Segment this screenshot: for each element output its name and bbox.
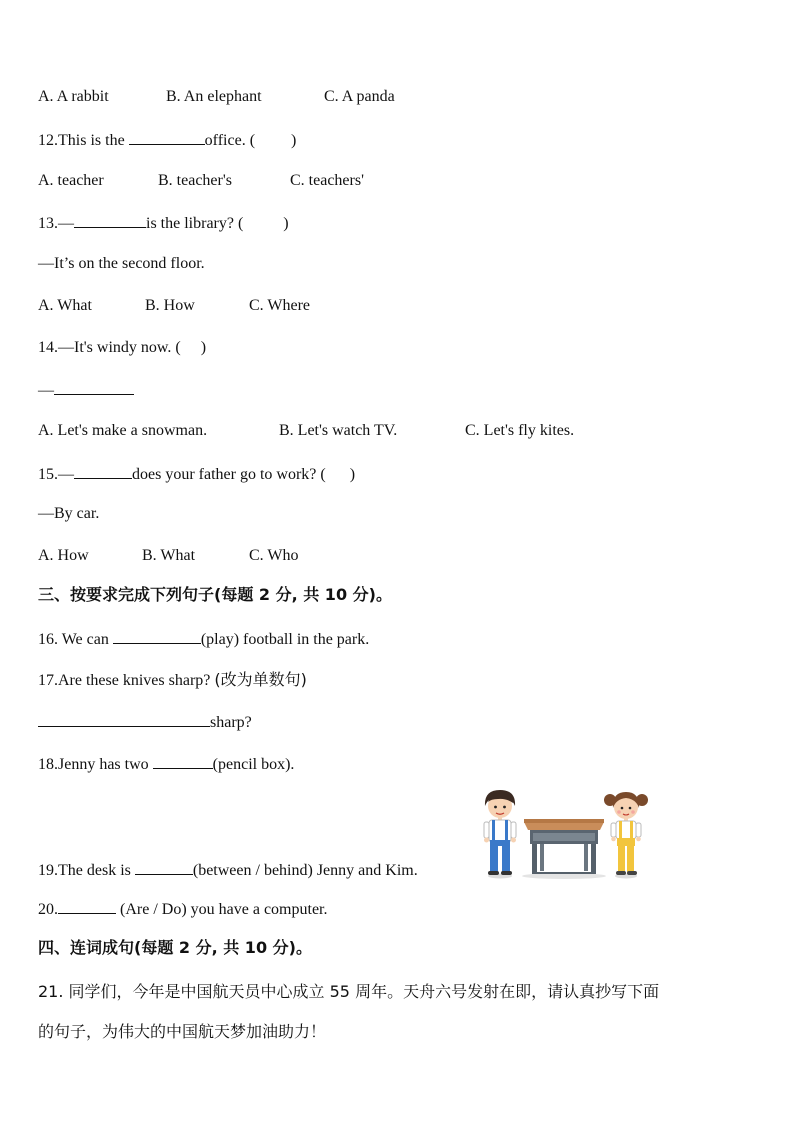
q16-number: 16. — [38, 631, 58, 648]
q13-number: 13. — [38, 215, 58, 232]
q18-text-after: (pencil box). — [212, 756, 295, 773]
q18-number: 18. — [38, 756, 58, 773]
q14-paren-close: ) — [200, 339, 207, 356]
q13-reply: —It’s on the second floor. — [38, 255, 205, 272]
q13-text-after: is the library? ( — [146, 215, 244, 232]
q11-option-a: A. A rabbit — [38, 88, 109, 105]
question-20 — [38, 898, 327, 920]
q14-options — [38, 421, 574, 441]
question-13 — [38, 212, 289, 234]
q14-reply-line — [38, 379, 134, 401]
q12-text-after: office. ( — [204, 132, 256, 149]
q16-answer-blank[interactable] — [113, 628, 201, 644]
q15-reply: —By car. — [38, 505, 100, 522]
q15-paren-close: ) — [349, 466, 356, 483]
q12-option-a: A. teacher — [38, 172, 104, 189]
q17-instruction: (改为单数句) — [214, 670, 307, 689]
section-4-heading: 四、连词成句(每题 2 分, 共 10 分)。 — [38, 938, 312, 957]
q15-options — [38, 546, 298, 566]
q13-dash: — — [58, 215, 74, 232]
q14-prompt: —It's windy now. ( — [58, 339, 181, 356]
q12-option-b: B. teacher's — [158, 172, 232, 189]
q14-option-a: A. Let's make a snowman. — [38, 422, 208, 439]
question-15 — [38, 463, 355, 485]
q15-option-c: C. Who — [249, 547, 299, 564]
q20-text-after: (Are / Do) you have a computer. — [116, 901, 328, 918]
question-19 — [38, 859, 418, 881]
q20-number: 20. — [38, 901, 58, 918]
q14-option-b: B. Let's watch TV. — [279, 422, 398, 439]
q13-paren-close: ) — [283, 215, 289, 232]
boy-figure — [484, 790, 516, 879]
q15-number: 15. — [38, 466, 58, 483]
boy-desk-girl-illustration — [476, 786, 652, 882]
q21-line-1: 21. 同学们，今年是中国航天员中心成立 55 周年。天舟六号发射在即，请认真抄写下面 — [38, 982, 660, 1001]
q13-answer-blank[interactable] — [74, 212, 146, 228]
girl-figure — [604, 792, 648, 879]
q12-answer-blank[interactable] — [129, 129, 205, 145]
question-14 — [38, 338, 206, 358]
q13-option-b: B. How — [145, 297, 195, 314]
q17-answer-line — [38, 711, 252, 733]
q15-option-b: B. What — [142, 547, 196, 564]
q11-options — [38, 87, 395, 107]
q19-text-after: (between / behind) Jenny and Kim. — [192, 862, 418, 879]
q17-number: 17. — [38, 672, 58, 689]
q13-option-a: A. What — [38, 297, 92, 314]
q15-dash: — — [58, 466, 74, 483]
question-17 — [38, 670, 307, 691]
q18-text-before: Jenny has two — [58, 756, 153, 773]
q14-dash: — — [38, 382, 54, 399]
q12-paren-close: ) — [291, 132, 297, 149]
q17-answer-suffix: sharp? — [210, 714, 252, 731]
q17-text: Are these knives sharp? — [58, 672, 215, 689]
q13-option-c: C. Where — [249, 297, 311, 314]
q13-options — [38, 296, 310, 316]
question-12 — [38, 129, 296, 151]
q21-line-2: 的句子，为伟大的中国航天梦加油助力！ — [38, 1022, 327, 1041]
section-3-heading: 三、按要求完成下列句子(每题 2 分, 共 10 分)。 — [38, 585, 392, 604]
question-18 — [38, 753, 294, 775]
q16-text-before: We can — [58, 631, 113, 648]
q14-number: 14. — [38, 339, 58, 356]
q12-text-before: This is the — [58, 132, 129, 149]
q14-option-c: C. Let's fly kites. — [465, 422, 575, 439]
q12-options — [38, 171, 364, 191]
q12-option-c: C. teachers' — [290, 172, 364, 189]
q16-text-after: (play) football in the park. — [200, 631, 370, 648]
q11-option-c: C. A panda — [324, 88, 395, 105]
q12-number: 12. — [38, 132, 58, 149]
desk-figure — [522, 819, 606, 879]
q18-answer-blank[interactable] — [153, 753, 213, 769]
q15-answer-blank[interactable] — [74, 463, 132, 479]
question-16 — [38, 628, 369, 650]
q19-number: 19. — [38, 862, 58, 879]
q19-answer-blank[interactable] — [135, 859, 193, 875]
q11-option-b: B. An elephant — [166, 88, 262, 105]
q15-text-after: does your father go to work? ( — [132, 466, 326, 483]
q15-option-a: A. How — [38, 547, 89, 564]
q19-text-before: The desk is — [58, 862, 135, 879]
q14-answer-blank[interactable] — [54, 379, 134, 395]
q17-answer-blank[interactable] — [38, 711, 210, 727]
q20-answer-blank[interactable] — [58, 898, 116, 914]
